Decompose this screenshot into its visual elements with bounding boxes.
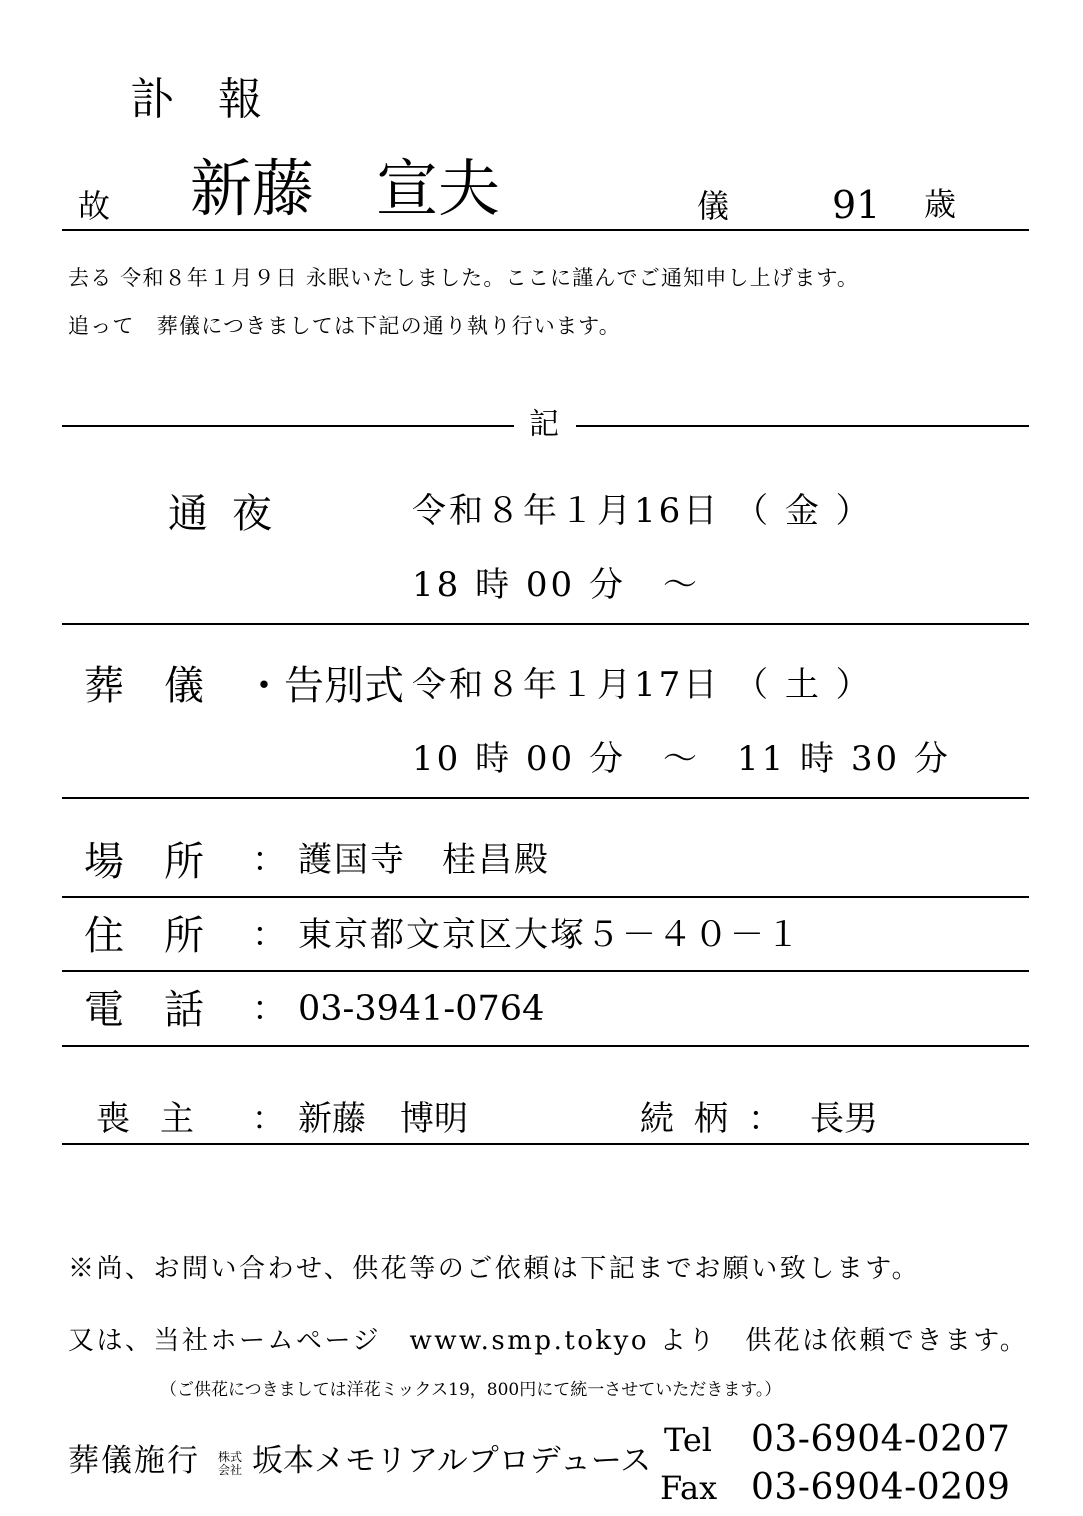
address-colon: ： <box>252 915 286 955</box>
divider <box>576 425 1029 427</box>
divider <box>62 896 1029 898</box>
venue-colon: ： <box>252 840 286 880</box>
divider <box>62 1143 1029 1145</box>
funeral-label: 葬 儀 ・告別式 <box>84 663 404 709</box>
gi-marker: 儀 <box>697 187 730 225</box>
tsuya-time: 18 時 00 分 ～ <box>412 565 700 605</box>
company-name: 坂本メモリアルプロデュース <box>252 1443 652 1479</box>
venue-label: 場所 <box>84 839 244 885</box>
divider <box>62 425 514 427</box>
inquiry-note: ※尚、お問い合わせ、供花等のご依頼は下記までお願い致します。 <box>68 1254 921 1284</box>
tsuya-label: 通夜 <box>168 491 296 537</box>
chief-mourner-colon: ： <box>252 1099 285 1137</box>
phone-colon: ： <box>252 989 286 1029</box>
tel-label: Tel <box>664 1421 713 1459</box>
divider <box>62 970 1029 972</box>
tsuya-date: 令和８年１月16日 （ 金 ） <box>412 491 873 531</box>
tel-number: 03-6904-0207 <box>751 1419 1011 1460</box>
company-type: 株式会社 <box>218 1450 243 1477</box>
notice-line-2: 追って 葬儀につきましては下記の通り執り行います。 <box>68 314 621 338</box>
phone-value: 03-3941-0764 <box>298 989 545 1029</box>
website-note: 又は、当社ホームページ www.smp.tokyo より 供花は依頼できます。 <box>68 1326 1029 1356</box>
ki-heading: 記 <box>529 407 559 442</box>
fax-number: 03-6904-0209 <box>751 1467 1011 1508</box>
notice-line-1: 去る 令和８年１月９日 永眠いたしました。ここに謹んでご通知申し上げます。 <box>68 266 860 290</box>
flower-price-note: （ご供花につきましては洋花ミックス19，800円にて統一させていただきます。） <box>160 1380 782 1400</box>
funeral-date: 令和８年１月17日 （ 土 ） <box>412 665 873 705</box>
chief-mourner-name: 新藤 博明 <box>298 1099 468 1139</box>
divider <box>62 1045 1029 1047</box>
funeral-time: 10 時 00 分 ～ 11 時 30 分 <box>412 739 951 779</box>
funeral-director-label: 葬儀施行 <box>68 1443 200 1479</box>
relation-value: 長男 <box>810 1099 878 1139</box>
fax-label: Fax <box>660 1469 718 1507</box>
divider <box>62 623 1029 625</box>
relation-label: 続柄： <box>640 1099 802 1139</box>
deceased-age: 91 <box>832 183 881 227</box>
page-title: 訃報 <box>130 74 306 125</box>
deceased-name: 新藤 宣夫 <box>190 152 501 225</box>
divider <box>62 797 1029 799</box>
chief-mourner-label: 喪主 <box>96 1099 224 1139</box>
address-label: 住所 <box>84 913 244 959</box>
deceased-prefix: 故 <box>78 187 111 225</box>
address-value: 東京都文京区大塚５－４０－１ <box>298 915 802 955</box>
divider <box>62 229 1029 231</box>
venue-value: 護国寺 桂昌殿 <box>298 840 550 880</box>
phone-label: 電話 <box>84 987 244 1033</box>
age-unit: 歳 <box>924 185 957 223</box>
